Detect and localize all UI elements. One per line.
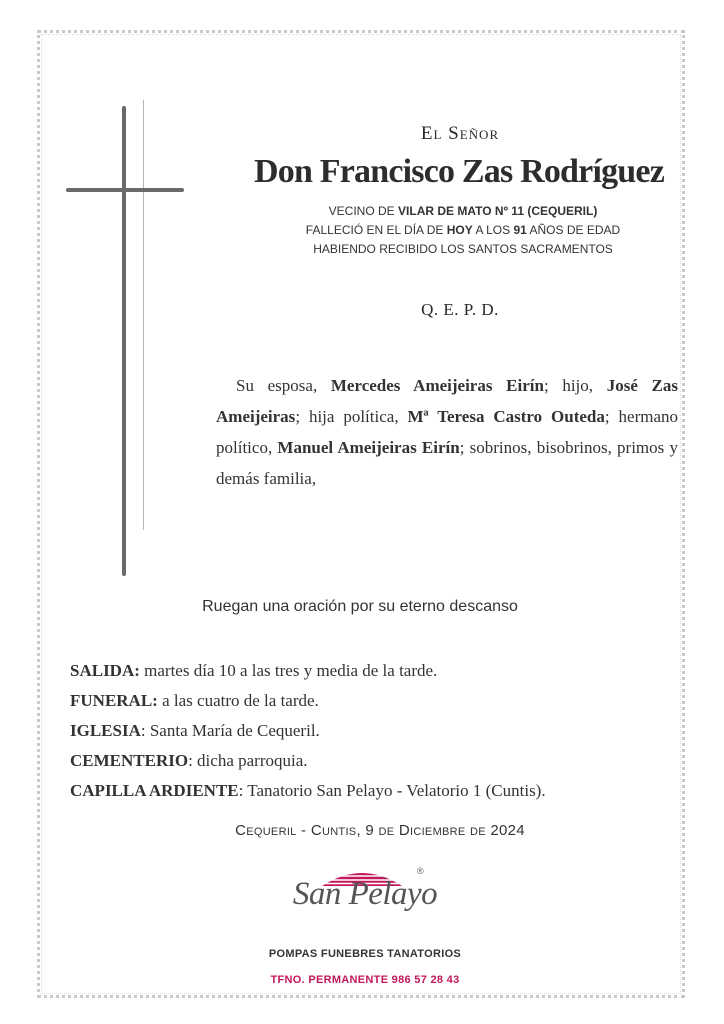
info-line-1: VECINO DE VILAR DE MATO Nº 11 (CEQUERIL) — [328, 204, 598, 218]
qepd: Q. E. P. D. — [421, 300, 499, 319]
cross-vertical-bar — [122, 106, 126, 576]
prayer-request: Ruegan una oración por su eterno descanso — [202, 598, 518, 615]
detail-salida: SALIDA: martes día 10 a las tres y media de la tarde. — [70, 661, 438, 680]
deceased-name: Don Francisco Zas Rodríguez — [254, 153, 664, 190]
logo-text: San Pelayo — [292, 876, 438, 912]
title-small: El Señor — [420, 123, 500, 144]
info-line-3: HABIENDO RECIBIDO LOS SANTOS SACRAMENTOS — [313, 242, 613, 256]
detail-cementerio: CEMENTERIO: dicha parroquia. — [70, 751, 308, 770]
detail-iglesia: IGLESIA: Santa María de Cequeril. — [70, 721, 320, 740]
family-paragraph: Su esposa, Mercedes Ameijeiras Eirín; hijo, José Zas Ameijeiras; hija política, Mª Teresa Castro Outeda; hermano político, Manuel Ameijeiras Eirín; sobrinos, bisobrinos, primos y demás familia, — [216, 376, 679, 488]
company-name: POMPAS FUNEBRES TANATORIOS — [268, 948, 462, 960]
cross-horizontal-bar — [66, 188, 184, 192]
info-line-2: FALLECIÓ EN EL DÍA DE HOY A LOS 91 AÑOS DE EDAD — [305, 223, 621, 237]
phone-number: TFNO. PERMANENTE 986 57 28 43 — [270, 974, 460, 986]
registered-mark: ® — [417, 866, 424, 876]
place-date: Cequeril - Cuntis, 9 de Diciembre de 2024 — [235, 822, 525, 839]
cross-shadow-line — [143, 100, 144, 530]
ceremony-details — [70, 656, 690, 806]
detail-funeral: FUNERAL: a las cuatro de la tarde. — [70, 691, 319, 710]
detail-capilla: CAPILLA ARDIENTE: Tanatorio San Pelayo - Velatorio 1 (Cuntis). — [70, 781, 546, 800]
